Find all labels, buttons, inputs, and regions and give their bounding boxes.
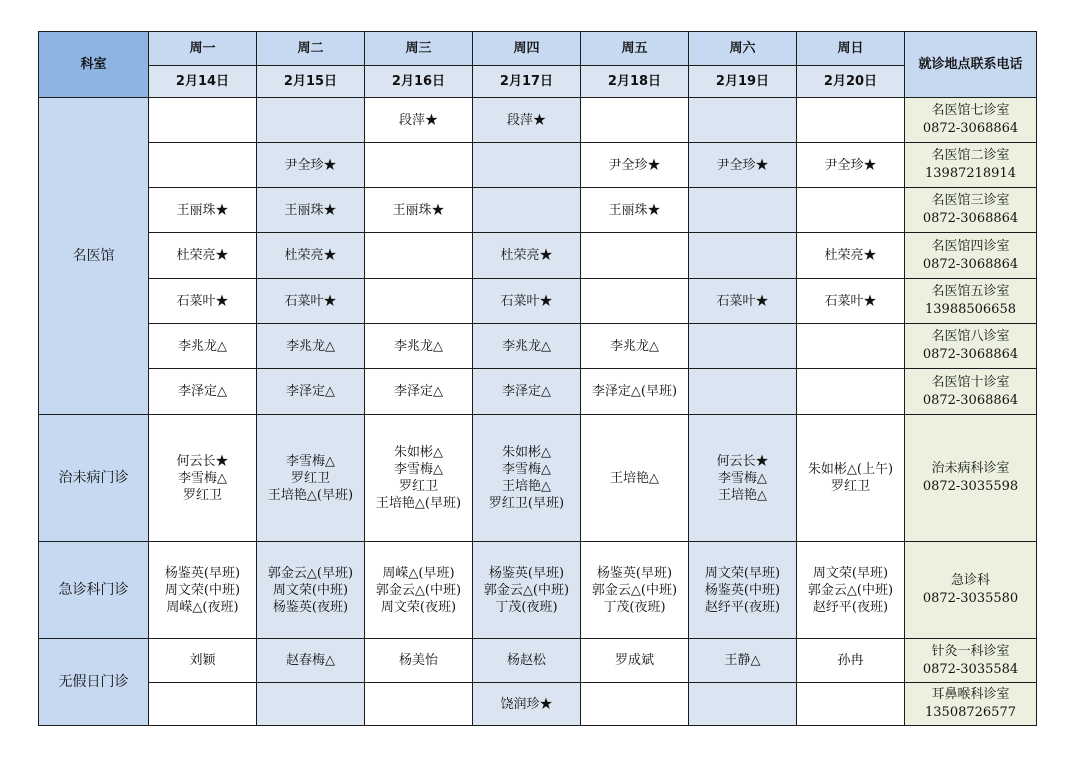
contact-cell xyxy=(905,683,1037,726)
schedule-cell xyxy=(365,279,473,324)
doctor-name: 饶润珍★ xyxy=(500,696,553,712)
clinic-phone: 0872-3035580 xyxy=(922,591,1019,606)
clinic-location: 名医馆三诊室 xyxy=(931,193,1010,208)
schedule-cell xyxy=(797,143,905,188)
clinic-phone: 0872-3068864 xyxy=(922,392,1019,408)
doctor-name: 孙冉 xyxy=(837,653,864,668)
table-row xyxy=(39,324,1037,369)
doctor-name: 朱如彬△ xyxy=(394,445,443,460)
schedule-cell xyxy=(473,639,581,683)
schedule-cell xyxy=(689,98,797,143)
schedule-cell xyxy=(365,639,473,683)
clinic-location: 急诊科 xyxy=(950,573,990,588)
schedule-cell xyxy=(257,188,365,233)
doctor-name: 尹全珍★ xyxy=(716,157,769,173)
clinic-location: 名医馆四诊室 xyxy=(931,238,1010,254)
header-weekday: 周二 xyxy=(257,32,365,66)
doctor-name: 李兆龙△ xyxy=(502,338,551,354)
doctor-name: 李兆龙△ xyxy=(610,338,659,354)
table-row xyxy=(39,639,1037,683)
table-row xyxy=(39,98,1037,143)
doctor-name: 杜荣亮★ xyxy=(284,248,337,263)
table-header xyxy=(39,32,1037,98)
doctor-name: 郭金云△(中班) xyxy=(375,582,462,598)
clinic-location: 名医馆七诊室 xyxy=(931,103,1010,118)
doctor-name: 石菜叶★ xyxy=(500,293,553,309)
clinic-phone: 13987218914 xyxy=(925,166,1016,181)
schedule-cell xyxy=(257,542,365,639)
schedule-cell xyxy=(149,542,257,639)
doctor-name: 李兆龙△ xyxy=(286,338,335,354)
schedule-cell xyxy=(581,98,689,143)
schedule-cell xyxy=(257,98,365,143)
schedule-cell xyxy=(689,683,797,726)
doctor-name: 王丽珠★ xyxy=(284,202,337,218)
doctor-name: 周文荣(早班) xyxy=(812,565,889,581)
schedule-cell xyxy=(581,279,689,324)
contact-cell xyxy=(905,542,1037,639)
schedule-cell xyxy=(581,324,689,369)
schedule-cell xyxy=(365,542,473,639)
schedule-cell xyxy=(797,415,905,542)
schedule-cell xyxy=(473,415,581,542)
schedule-cell xyxy=(149,279,257,324)
doctor-name: 杨鉴英(中班) xyxy=(704,582,781,598)
schedule-cell xyxy=(581,639,689,683)
contact-cell xyxy=(905,279,1037,324)
header-department: 科室 xyxy=(39,32,149,98)
schedule-cell xyxy=(797,683,905,726)
doctor-name: 丁茂(夜班) xyxy=(603,599,666,615)
doctor-name: 李雪梅△ xyxy=(502,462,551,477)
table-row xyxy=(39,233,1037,279)
doctor-name: 何云长★ xyxy=(716,453,769,469)
doctor-name: 王丽珠★ xyxy=(176,202,229,218)
schedule-cell xyxy=(473,683,581,726)
doctor-name: 周文荣(早班) xyxy=(704,565,781,581)
schedule-cell xyxy=(797,369,905,415)
clinic-phone: 0872-3068864 xyxy=(922,121,1019,136)
doctor-name: 罗红卫 xyxy=(830,479,870,494)
schedule-cell xyxy=(581,188,689,233)
header-weekday: 周四 xyxy=(473,32,581,66)
schedule-cell xyxy=(473,233,581,279)
schedule-cell xyxy=(365,233,473,279)
schedule-cell xyxy=(581,143,689,188)
doctor-name: 丁茂(夜班) xyxy=(495,599,558,615)
doctor-name: 罗成斌 xyxy=(614,653,654,668)
doctor-name: 杨美怡 xyxy=(398,653,438,668)
doctor-name: 郭金云△(中班) xyxy=(591,582,678,598)
schedule-cell xyxy=(257,233,365,279)
doctor-name: 周文荣(中班) xyxy=(164,582,241,598)
doctor-name: 王培艳△ xyxy=(718,487,767,503)
schedule-cell xyxy=(581,415,689,542)
schedule-cell xyxy=(473,188,581,233)
header-date: 2月20日 xyxy=(797,66,905,98)
schedule-cell xyxy=(689,188,797,233)
schedule-cell xyxy=(257,369,365,415)
schedule-cell xyxy=(797,188,905,233)
department-name: 名医馆 xyxy=(39,98,149,415)
schedule-cell xyxy=(581,542,689,639)
header-weekday: 周日 xyxy=(797,32,905,66)
doctor-name: 李雪梅△ xyxy=(286,453,335,469)
contact-cell xyxy=(905,233,1037,279)
doctor-name: 王丽珠★ xyxy=(608,202,661,218)
header-date: 2月14日 xyxy=(149,66,257,98)
doctor-name: 李泽定△ xyxy=(394,384,443,399)
doctor-name: 李雪梅△ xyxy=(394,462,443,477)
schedule-cell xyxy=(581,683,689,726)
doctor-name: 赵纾平(夜班) xyxy=(812,599,889,615)
schedule-cell xyxy=(149,188,257,233)
header-weekday: 周三 xyxy=(365,32,473,66)
schedule-cell xyxy=(365,415,473,542)
doctor-name: 李泽定△ xyxy=(286,384,335,399)
doctor-name: 朱如彬△(上午) xyxy=(807,462,894,477)
schedule-cell xyxy=(581,369,689,415)
schedule-cell xyxy=(149,233,257,279)
schedule-cell xyxy=(689,639,797,683)
schedule-cell xyxy=(797,98,905,143)
schedule-cell xyxy=(473,279,581,324)
doctor-name: 杨鉴英(早班) xyxy=(488,565,565,581)
doctor-name: 石菜叶★ xyxy=(176,293,229,309)
doctor-name: 周嵘△(早班) xyxy=(382,565,455,581)
header-date: 2月18日 xyxy=(581,66,689,98)
schedule-cell xyxy=(689,415,797,542)
table-row xyxy=(39,143,1037,188)
table-row xyxy=(39,415,1037,542)
doctor-name: 郭金云△(中班) xyxy=(807,582,894,598)
doctor-name: 李兆龙△ xyxy=(178,338,227,354)
doctor-name: 石菜叶★ xyxy=(716,293,769,309)
schedule-cell xyxy=(689,143,797,188)
clinic-phone: 0872-3035598 xyxy=(922,479,1019,494)
table-body xyxy=(39,98,1037,726)
doctor-name: 王培艳△(早班) xyxy=(267,487,354,503)
clinic-phone: 0872-3068864 xyxy=(922,211,1019,226)
schedule-cell xyxy=(473,98,581,143)
schedule-cell xyxy=(797,279,905,324)
clinic-phone: 0872-3068864 xyxy=(922,256,1019,272)
clinic-phone: 0872-3068864 xyxy=(922,347,1019,362)
doctor-name: 杜荣亮★ xyxy=(500,248,553,263)
doctor-name: 段萍★ xyxy=(506,112,546,128)
doctor-name: 朱如彬△ xyxy=(502,445,551,460)
schedule-cell xyxy=(365,369,473,415)
schedule-cell xyxy=(689,233,797,279)
header-weekday: 周一 xyxy=(149,32,257,66)
contact-cell xyxy=(905,98,1037,143)
header-weekday: 周五 xyxy=(581,32,689,66)
doctor-name: 杨赵松 xyxy=(506,653,546,668)
doctor-name: 李雪梅△ xyxy=(718,470,767,486)
schedule-cell xyxy=(257,683,365,726)
schedule-cell xyxy=(797,639,905,683)
doctor-name: 王培艳△ xyxy=(610,470,659,486)
doctor-name: 罗红卫(早班) xyxy=(488,496,565,511)
table-row xyxy=(39,683,1037,726)
doctor-name: 赵春梅△ xyxy=(286,653,335,668)
header-date: 2月16日 xyxy=(365,66,473,98)
schedule-table xyxy=(38,31,1037,726)
table-row xyxy=(39,279,1037,324)
doctor-name: 李雪梅△ xyxy=(178,470,227,486)
contact-cell xyxy=(905,188,1037,233)
schedule-cell xyxy=(257,639,365,683)
schedule-cell xyxy=(689,324,797,369)
schedule-cell xyxy=(149,98,257,143)
contact-cell xyxy=(905,369,1037,415)
doctor-name: 周文荣(夜班) xyxy=(380,599,457,615)
clinic-location: 名医馆二诊室 xyxy=(931,148,1010,163)
schedule-cell xyxy=(689,279,797,324)
schedule-cell xyxy=(473,369,581,415)
schedule-cell xyxy=(149,324,257,369)
schedule-cell xyxy=(365,683,473,726)
clinic-location: 名医馆十诊室 xyxy=(931,374,1010,390)
schedule-cell xyxy=(797,233,905,279)
schedule-cell xyxy=(473,324,581,369)
doctor-name: 何云长★ xyxy=(176,453,229,469)
contact-cell xyxy=(905,143,1037,188)
header-contact: 就诊地点联系电话 xyxy=(905,32,1037,98)
doctor-name: 尹全珍★ xyxy=(608,157,661,173)
clinic-location: 治未病科诊室 xyxy=(931,461,1010,476)
doctor-name: 罗红卫 xyxy=(182,487,222,503)
clinic-location: 名医馆五诊室 xyxy=(931,284,1010,299)
schedule-cell xyxy=(365,324,473,369)
doctor-name: 李泽定△ xyxy=(502,384,551,399)
doctor-name: 杨鉴英(早班) xyxy=(164,565,241,581)
doctor-name: 赵纾平(夜班) xyxy=(704,599,781,615)
doctor-name: 李泽定△ xyxy=(178,384,227,399)
table-row xyxy=(39,188,1037,233)
header-date: 2月19日 xyxy=(689,66,797,98)
header-weekday: 周六 xyxy=(689,32,797,66)
table-row xyxy=(39,369,1037,415)
clinic-location: 名医馆八诊室 xyxy=(931,329,1010,344)
schedule-cell xyxy=(257,324,365,369)
doctor-name: 杜荣亮★ xyxy=(824,248,877,263)
doctor-name: 段萍★ xyxy=(398,112,438,128)
schedule-cell xyxy=(797,324,905,369)
schedule-cell xyxy=(149,683,257,726)
schedule-cell xyxy=(797,542,905,639)
doctor-name: 郭金云△(早班) xyxy=(267,565,354,581)
table-row xyxy=(39,542,1037,639)
doctor-name: 李泽定△(早班) xyxy=(591,384,678,399)
header-date: 2月15日 xyxy=(257,66,365,98)
doctor-name: 刘颖 xyxy=(189,653,216,668)
schedule-cell xyxy=(149,639,257,683)
schedule-cell xyxy=(689,369,797,415)
doctor-name: 杨鉴英(夜班) xyxy=(272,599,349,615)
clinic-location: 耳鼻喉科诊室 xyxy=(931,687,1010,702)
schedule-cell xyxy=(365,188,473,233)
doctor-name: 王培艳△ xyxy=(502,479,551,494)
schedule-cell xyxy=(149,415,257,542)
schedule-cell xyxy=(581,233,689,279)
clinic-phone: 13508726577 xyxy=(925,705,1016,720)
doctor-name: 石菜叶★ xyxy=(284,293,337,309)
clinic-location: 针灸一科诊室 xyxy=(931,643,1010,659)
department-name: 治未病门诊 xyxy=(39,415,149,542)
doctor-name: 尹全珍★ xyxy=(824,157,877,173)
schedule-cell xyxy=(365,98,473,143)
department-name: 无假日门诊 xyxy=(39,639,149,726)
schedule-cell xyxy=(689,542,797,639)
header-date: 2月17日 xyxy=(473,66,581,98)
clinic-phone: 0872-3035584 xyxy=(922,661,1019,677)
contact-cell xyxy=(905,415,1037,542)
doctor-name: 罗红卫 xyxy=(290,470,330,486)
doctor-name: 郭金云△(中班) xyxy=(483,582,570,598)
doctor-name: 王丽珠★ xyxy=(392,202,445,218)
doctor-name: 王静△ xyxy=(724,653,761,668)
schedule-cell xyxy=(473,542,581,639)
doctor-name: 王培艳△(早班) xyxy=(375,496,462,511)
contact-cell xyxy=(905,639,1037,683)
doctor-name: 杨鉴英(早班) xyxy=(596,565,673,581)
doctor-name: 李兆龙△ xyxy=(394,338,443,354)
doctor-name: 罗红卫 xyxy=(398,479,438,494)
doctor-name: 周文荣(中班) xyxy=(272,582,349,598)
department-name: 急诊科门诊 xyxy=(39,542,149,639)
doctor-name: 石菜叶★ xyxy=(824,293,877,309)
clinic-phone: 13988506658 xyxy=(925,302,1016,317)
schedule-cell xyxy=(365,143,473,188)
contact-cell xyxy=(905,324,1037,369)
schedule-cell xyxy=(149,143,257,188)
schedule-cell xyxy=(257,279,365,324)
doctor-name: 周嵘△(夜班) xyxy=(166,599,239,615)
schedule-cell xyxy=(257,415,365,542)
schedule-cell xyxy=(473,143,581,188)
doctor-name: 杜荣亮★ xyxy=(176,248,229,263)
doctor-name: 尹全珍★ xyxy=(284,157,337,173)
schedule-cell xyxy=(257,143,365,188)
schedule-cell xyxy=(149,369,257,415)
